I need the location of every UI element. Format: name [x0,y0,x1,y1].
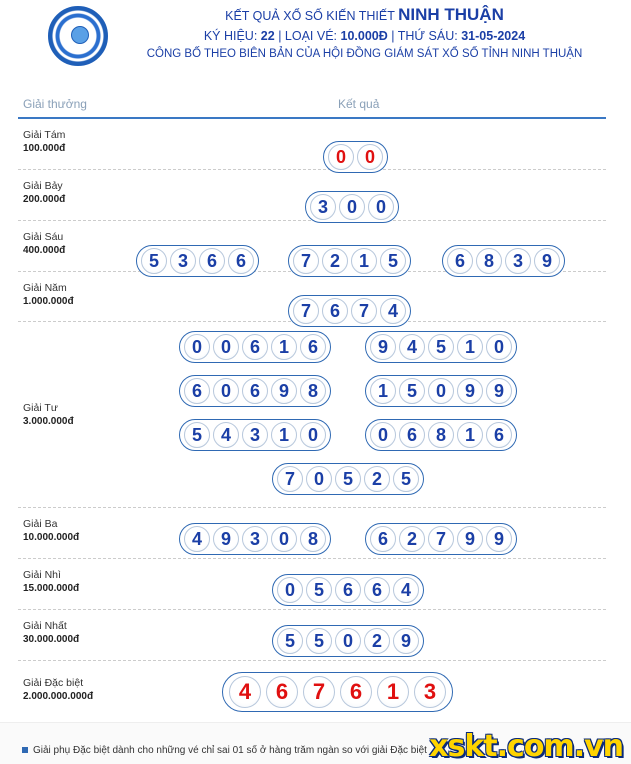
winning-number [365,375,517,407]
number-digit: 0 [328,144,354,170]
number-digit: 3 [242,422,268,448]
header-info [118,27,611,45]
ky-hieu-label: KÝ HIỆU: [203,29,258,43]
number-digit: 9 [457,526,483,552]
number-digit: 6 [266,676,298,708]
draw-date: 31-05-2024 [461,29,526,43]
number-digit: 4 [213,422,239,448]
prize-row [18,661,606,724]
number-digit: 6 [447,248,473,274]
prize-amount: 100.000đ [23,143,66,154]
number-digit: 0 [339,194,365,220]
prize-label [23,518,79,544]
footer-note-text: Giải phụ Đặc biệt dành cho những vé chỉ sai 01 số ở hàng trăm ngàn so với giải Đặc biệt [33,745,427,756]
col-prize-header: Giải thưởng [23,97,87,111]
number-digit: 8 [300,378,326,404]
prize-amount: 10.000.000đ [23,532,80,543]
number-digit: 2 [364,466,390,492]
number-digit: 6 [340,676,372,708]
winning-number [179,331,331,363]
number-digit: 4 [393,577,419,603]
number-digit: 0 [368,194,394,220]
winning-number [179,375,331,407]
winning-number [272,574,424,606]
number-digit: 5 [141,248,167,274]
number-digit: 6 [242,334,268,360]
lottery-logo [48,6,108,66]
winning-number [365,523,517,555]
number-digit: 1 [370,378,396,404]
prize-amount: 400.000đ [23,245,66,256]
number-digit: 0 [277,577,303,603]
number-digit: 1 [377,676,409,708]
prize-name: Giải Sáu [23,231,64,243]
number-digit: 9 [457,378,483,404]
footer [0,722,631,764]
day-label: | THỨ SÁU: [391,29,458,43]
prize-amount: 15.000.000đ [23,583,80,594]
number-digit: 3 [170,248,196,274]
number-digit: 0 [306,466,332,492]
header [0,0,631,70]
prize-name: Giải Tư [23,402,58,414]
number-digit: 5 [277,628,303,654]
table-header [18,93,606,119]
winning-number [272,625,424,657]
number-digit: 3 [310,194,336,220]
number-digit: 6 [399,422,425,448]
number-digit: 1 [271,334,297,360]
winning-number [305,191,399,223]
globe-icon [71,26,89,44]
header-title [118,4,611,27]
number-digit: 6 [335,577,361,603]
number-digit: 6 [322,298,348,324]
prize-amount: 1.000.000đ [23,296,74,307]
winning-number [222,672,453,712]
prize-row [18,170,606,221]
prize-name: Giải Bảy [23,180,63,192]
winning-number [365,419,517,451]
prize-row [18,119,606,170]
number-digit: 1 [351,248,377,274]
footer-note [22,745,432,756]
number-digit: 1 [457,334,483,360]
number-digit: 8 [476,248,502,274]
number-digit: 7 [293,248,319,274]
results-table [18,93,606,724]
number-digit: 6 [184,378,210,404]
number-digit: 0 [335,628,361,654]
prize-name: Giải Tám [23,129,66,141]
prize-row [18,272,606,322]
table-body [18,119,606,724]
prize-amount: 3.000.000đ [23,416,74,427]
prize-label [23,677,93,703]
number-digit: 6 [228,248,254,274]
number-digit: 8 [300,526,326,552]
number-digit: 1 [271,422,297,448]
number-digit: 1 [457,422,483,448]
number-digit: 2 [322,248,348,274]
prize-row [18,221,606,272]
number-digit: 6 [486,422,512,448]
number-digit: 0 [213,378,239,404]
number-digit: 7 [303,676,335,708]
number-digit: 9 [271,378,297,404]
number-digit: 9 [213,526,239,552]
number-digit: 5 [335,466,361,492]
number-digit: 2 [364,628,390,654]
prize-row [18,508,606,559]
title-province: NINH THUẬN [398,5,504,24]
header-title-block [118,4,611,63]
number-digit: 9 [534,248,560,274]
prize-row [18,610,606,661]
prize-label [23,402,74,428]
prize-amount: 200.000đ [23,194,66,205]
number-digit: 6 [300,334,326,360]
number-digit: 9 [393,628,419,654]
prize-label [23,620,79,646]
number-digit: 9 [370,334,396,360]
number-digit: 2 [399,526,425,552]
prize-label [23,282,74,308]
number-digit: 6 [370,526,396,552]
number-digit: 8 [428,422,454,448]
prize-name: Giải Ba [23,518,58,530]
prize-row [18,322,606,508]
prize-label [23,569,79,595]
number-digit: 5 [380,248,406,274]
header-subtitle: CÔNG BỐ THEO BIÊN BẢN CỦA HỘI ĐỒNG GIÁM SÁT XỔ SỐ TỈNH NINH THUẬN [146,48,583,60]
bullet-icon [22,747,28,753]
number-digit: 7 [351,298,377,324]
winning-number [365,331,517,363]
watermark: xskt.com.vn [429,729,623,764]
number-digit: 0 [357,144,383,170]
winning-number [179,523,331,555]
number-digit: 0 [300,422,326,448]
number-digit: 0 [486,334,512,360]
number-digit: 5 [306,577,332,603]
number-digit: 5 [428,334,454,360]
loai-ve-value: 10.000Đ [340,29,388,43]
ky-hieu-value: 22 [260,29,275,43]
prize-name: Giải Nhì [23,569,61,581]
prize-amount: 2.000.000.000đ [23,691,94,702]
number-digit: 4 [399,334,425,360]
number-digit: 5 [306,628,332,654]
number-digit: 9 [486,526,512,552]
prize-name: Giải Nhất [23,620,67,632]
number-digit: 7 [428,526,454,552]
winning-number [272,463,424,495]
number-digit: 5 [399,378,425,404]
number-digit: 5 [393,466,419,492]
prize-label [23,180,65,206]
number-digit: 6 [199,248,225,274]
number-digit: 6 [364,577,390,603]
number-digit: 3 [505,248,531,274]
prize-name: Giải Năm [23,282,67,294]
number-digit: 4 [380,298,406,324]
number-digit: 0 [370,422,396,448]
number-digit: 0 [213,334,239,360]
number-digit: 4 [229,676,261,708]
number-digit: 3 [414,676,446,708]
number-digit: 7 [277,466,303,492]
winning-number [323,141,388,173]
number-digit: 9 [486,378,512,404]
prize-name: Giải Đặc biệt [23,677,84,689]
number-digit: 6 [242,378,268,404]
number-digit: 5 [184,422,210,448]
prize-label [23,231,65,257]
title-prefix: KẾT QUẢ XỔ SỐ KIẾN THIẾT [225,9,395,23]
col-result-header: Kết quả [338,97,380,111]
loai-ve-label: | LOẠI VÉ: [278,29,338,43]
number-digit: 0 [184,334,210,360]
number-digit: 0 [428,378,454,404]
prize-row [18,559,606,610]
number-digit: 3 [242,526,268,552]
prize-amount: 30.000.000đ [23,634,80,645]
prize-label [23,129,65,155]
number-digit: 7 [293,298,319,324]
number-digit: 4 [184,526,210,552]
winning-number [179,419,331,451]
number-digit: 0 [271,526,297,552]
